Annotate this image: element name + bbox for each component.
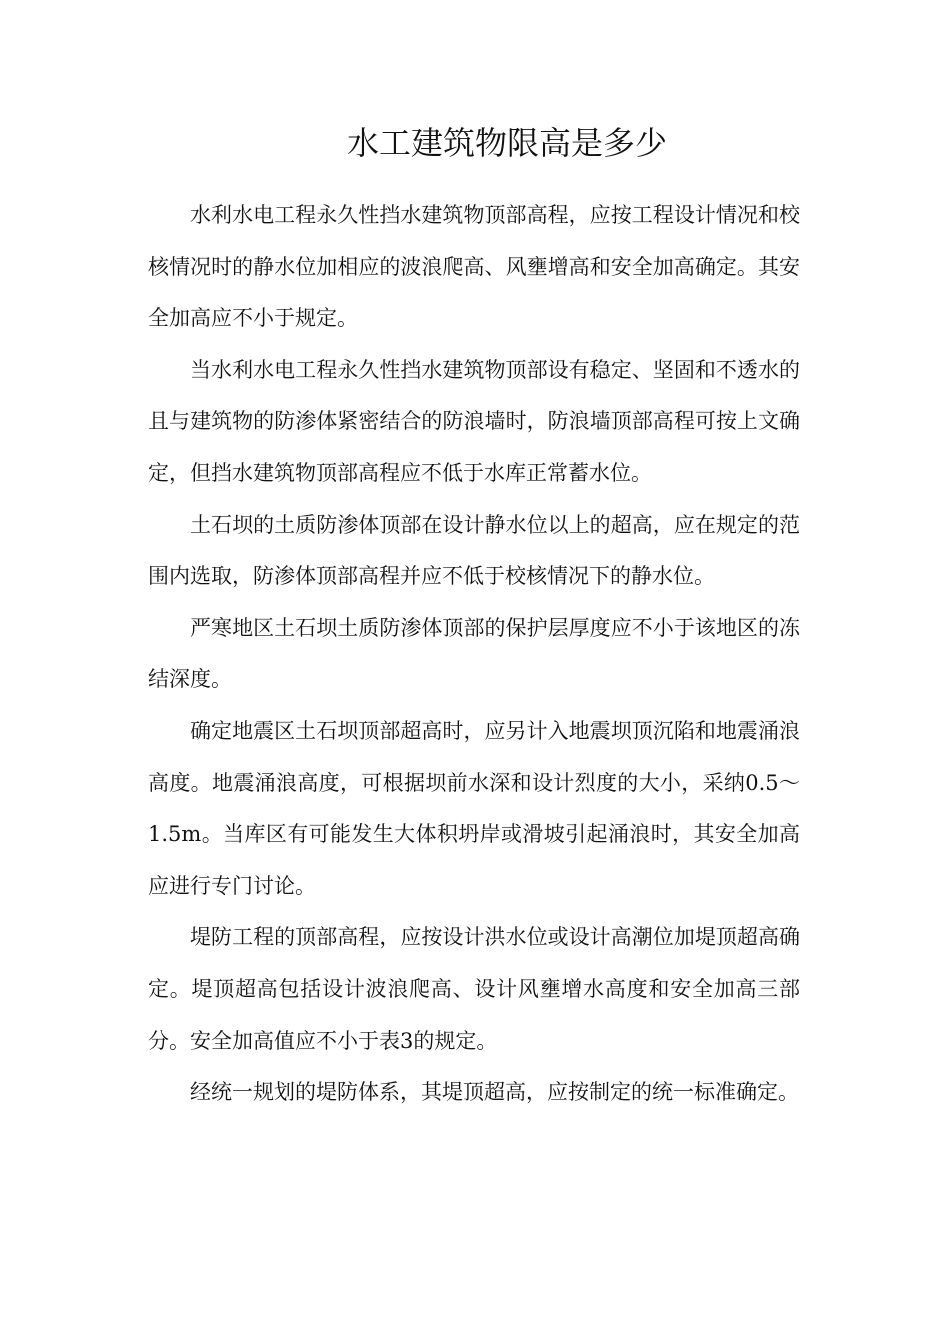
paragraph: 当水利水电工程永久性挡水建筑物顶部设有稳定、坚固和不透水的且与建筑物的防渗体紧密结合的防浪墙时，防浪墙顶部高程可按上文确定，但挡水建筑物顶部高程应不低于水库正常蓄水位。 (148, 357, 800, 485)
paragraph: 严寒地区土石坝土质防渗体顶部的保护层厚度应不小于该地区的冻结深度。 (148, 615, 800, 692)
paragraph: 水利水电工程永久性挡水建筑物顶部高程，应按工程设计情况和校核情况时的静水位加相应的波浪爬高、风壅增高和安全加高确定。其安全加高应不小于规定。 (148, 203, 800, 331)
paragraph: 土石坝的土质防渗体顶部在设计静水位以上的超高，应在规定的范围内选取，防渗体顶部高程并应不低于校核情况下的静水位。 (148, 512, 800, 589)
paragraph: 经统一规划的堤防体系，其堤顶超高，应按制定的统一标准确定。 (190, 1080, 799, 1105)
paragraph: 堤防工程的顶部高程，应按设计洪水位或设计高潮位加堤顶超高确定。堤顶超高包括设计波浪爬高、设计风壅增水高度和安全加高三部分。安全加高值应不小于表3的规定。 (148, 925, 800, 1053)
document-body (148, 190, 800, 1119)
document-title: 水工建筑物限高是多少 (346, 124, 667, 162)
paragraph: 确定地震区土石坝顶部超高时，应另计入地震坝顶沉陷和地震涌浪高度。地震涌浪高度，可根据坝前水深和设计烈度的大小，采纳0.5～1.5m。当库区有可能发生大体积坍岸或滑坡引起涌浪时，其安全加高应进行专门讨论。 (148, 718, 800, 898)
